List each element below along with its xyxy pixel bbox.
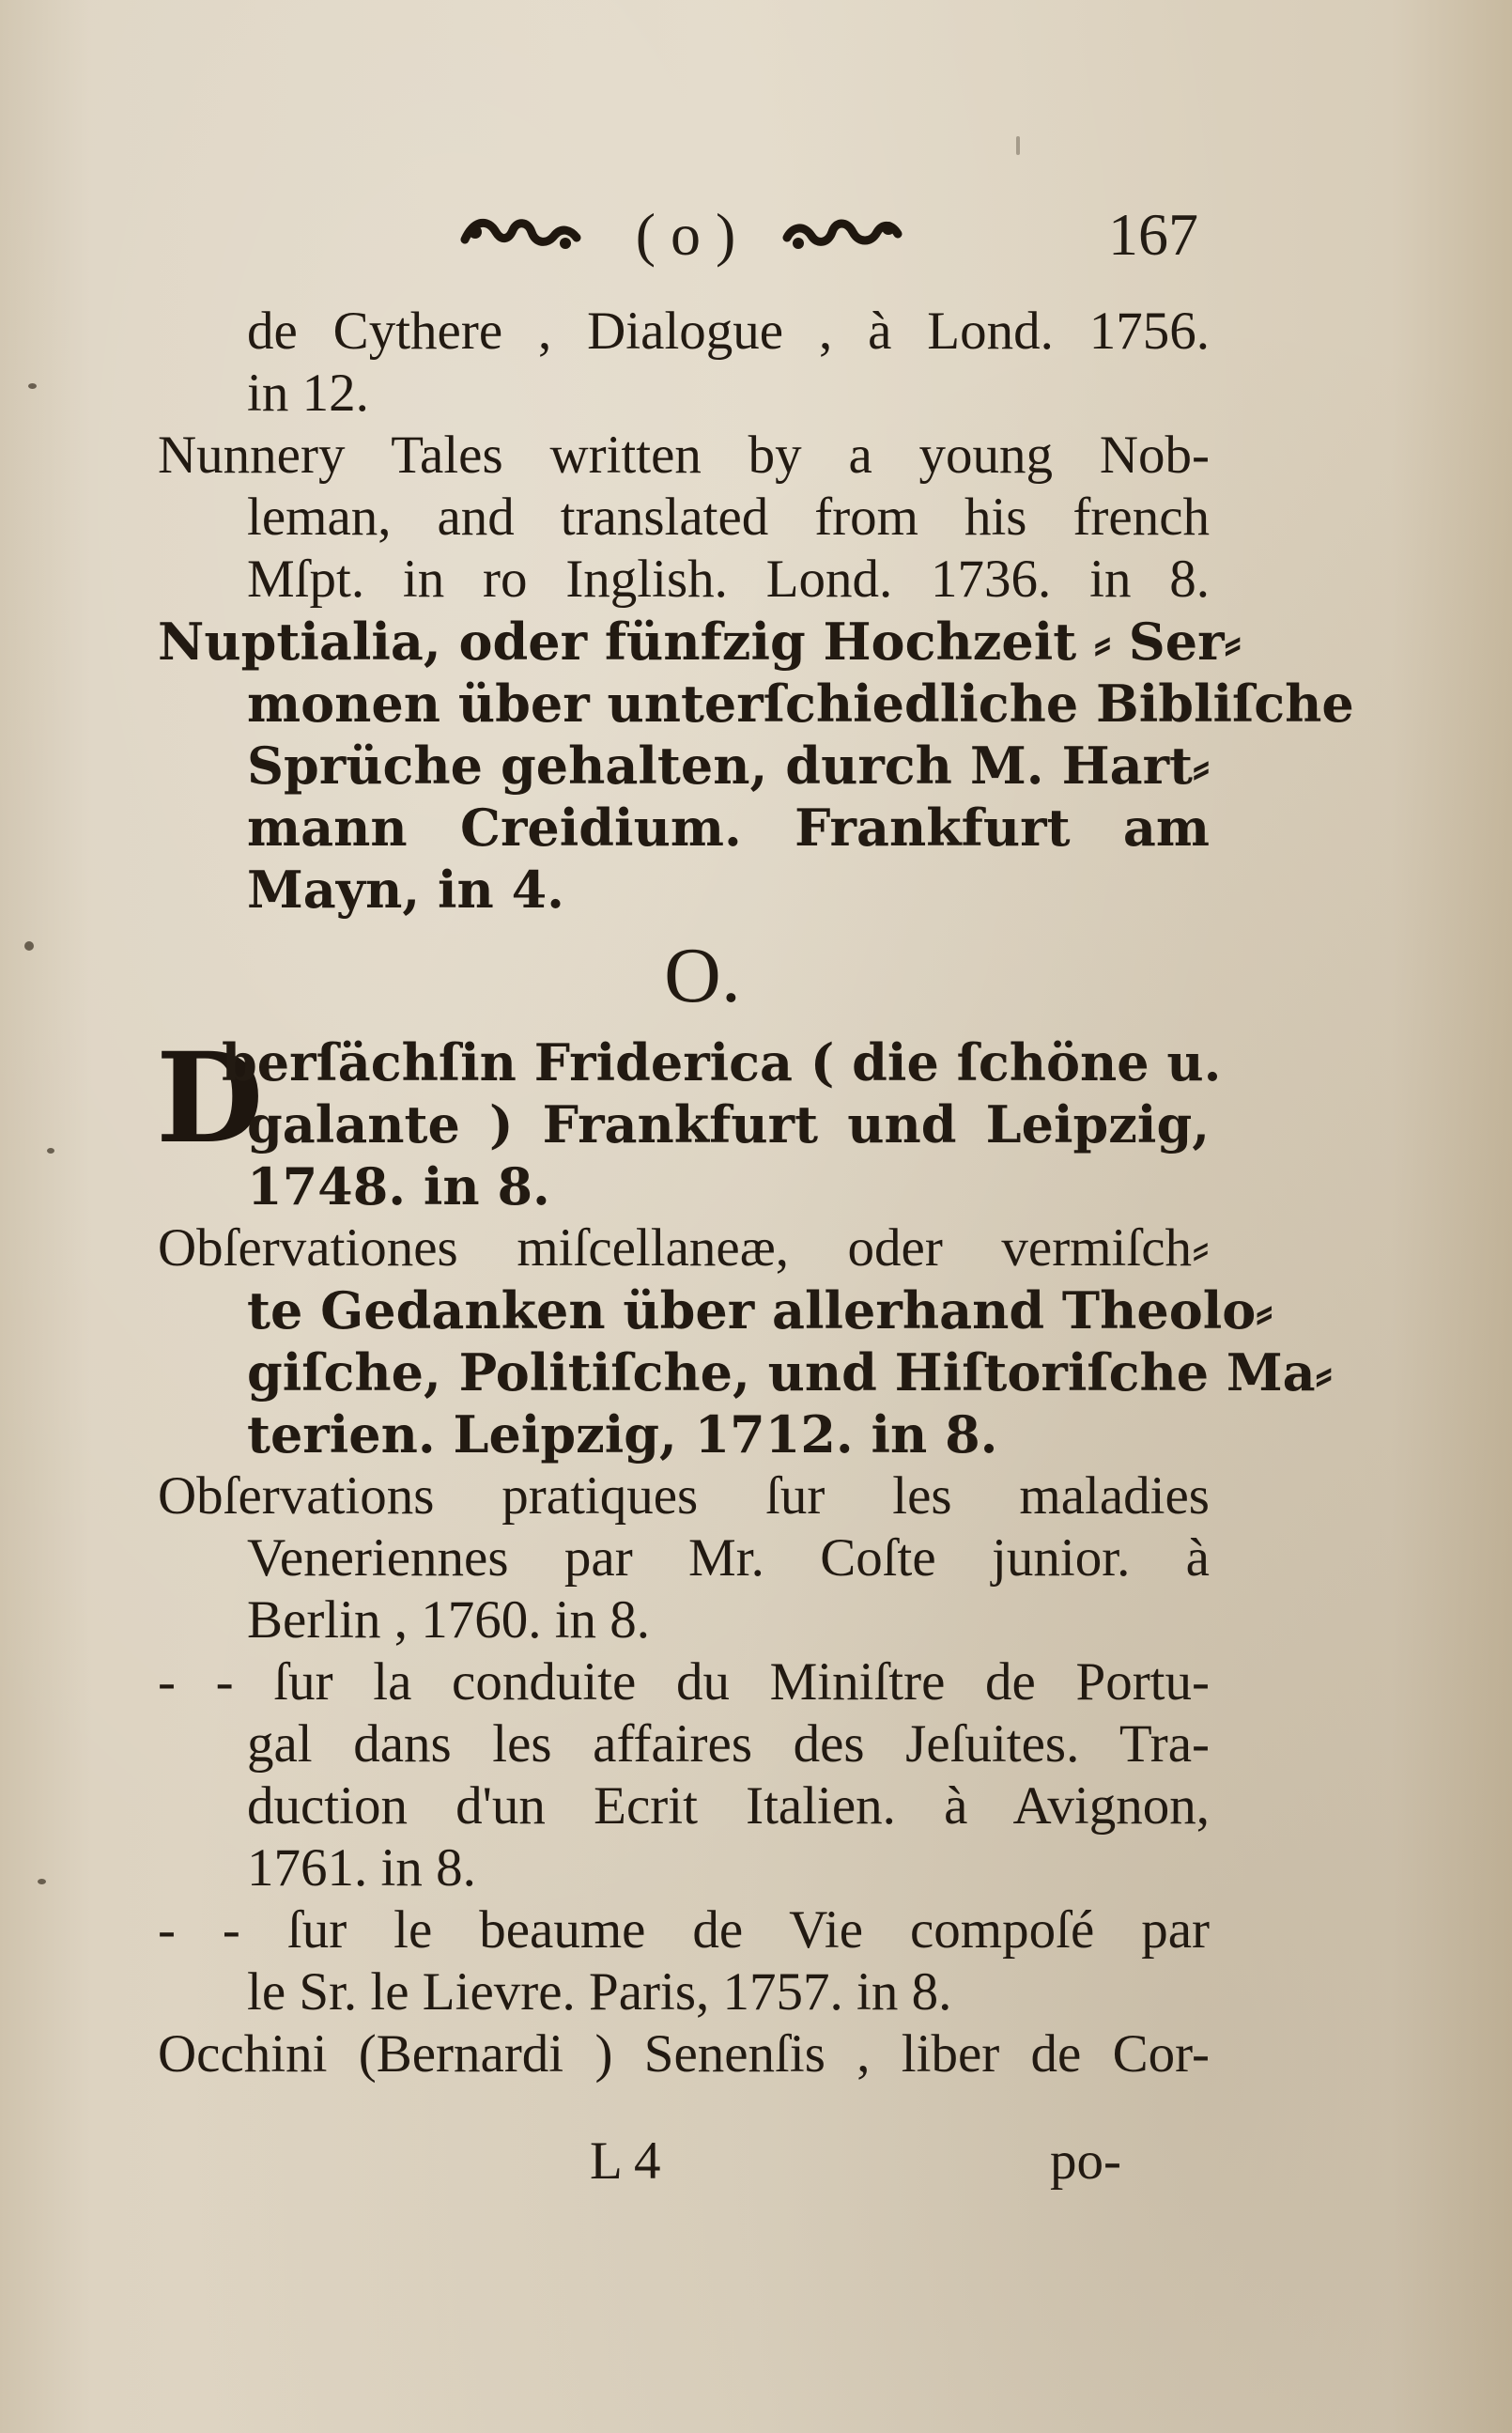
entry-line: terien. Leipzig, 1712. in 8.: [247, 1404, 998, 1464]
entry-line: giſche, Politiſche, und Hiſtoriſche Ma⸗: [247, 1342, 1333, 1402]
left-ornament-icon: [460, 211, 582, 258]
entry-line: Mſpt. in ro Inglish. Lond. 1736. in 8.: [247, 550, 1210, 609]
entry-line: duction d'un Ecrit Italien. à Avignon,: [247, 1776, 1210, 1836]
right-ornament-icon: [781, 211, 903, 258]
entry-line: Berlin , 1760. in 8.: [247, 1590, 651, 1650]
entry-line: Obſervationes miſcellaneæ, oder vermiſch⸗: [158, 1218, 1210, 1278]
entry-line: berſächſin Friderica ( die ſchöne u.: [222, 1032, 1222, 1093]
entry-line: Occhini (Bernardi ) Senenſis , liber de Cor-: [158, 2024, 1210, 2084]
ink-speck: [28, 383, 37, 389]
entry-line: mann Creidium. Frankfurt am: [247, 798, 1210, 858]
entry-line: in 12.: [247, 364, 369, 423]
ink-speck: [47, 1148, 54, 1154]
entry-line: te Gedanken über allerhand Theolo⸗: [247, 1280, 1273, 1340]
entry-line: gal dans les affaires des Jeſuites. Tra-: [247, 1714, 1210, 1774]
entry-line: galante ) Frankfurt und Leipzig,: [247, 1094, 1210, 1155]
signature-mark: L 4: [590, 2131, 661, 2191]
entry-line: Nuptialia, oder fünfzig Hochzeit ⸗ Ser⸗: [158, 612, 1242, 672]
entry-line: 1761. in 8.: [247, 1838, 476, 1898]
entry-line: Nunnery Tales written by a young Nob-: [158, 426, 1210, 485]
entry-line: Veneriennes par Mr. Coſte junior. à: [247, 1528, 1210, 1588]
ink-speck: [38, 1879, 46, 1884]
page-footer: [590, 2131, 1134, 2196]
catalog-entries: [156, 301, 1354, 2085]
entry-line: monen über unterſchiedliche Bibliſche: [247, 674, 1354, 734]
entry-line: de Cythere , Dialogue , à Lond. 1756.: [247, 302, 1210, 361]
entry-line: le Sr. le Lievre. Paris, 1757. in 8.: [247, 1962, 952, 2022]
ink-speck: [1016, 136, 1020, 155]
catchword: po-: [1050, 2131, 1121, 2191]
entry-line: - - ſur la conduite du Miniſtre de Portu-: [158, 1652, 1210, 1712]
entry-line: - - ſur le beaume de Vie compoſé par: [158, 1900, 1210, 1960]
running-head-center: ( o ): [635, 201, 736, 268]
entry-line: Obſervations pratiques ſur les maladies: [158, 1466, 1210, 1526]
drop-cap: D: [156, 1026, 264, 1171]
running-head: [460, 193, 1211, 277]
section-heading: O.: [664, 932, 741, 1019]
entry-line: 1748. in 8.: [247, 1156, 550, 1216]
entry-line: leman, and translated from his french: [247, 488, 1210, 547]
page-number: 167: [1108, 201, 1198, 268]
entry-line: Mayn, in 4.: [247, 860, 564, 920]
ink-speck: [24, 941, 34, 951]
entry-line: Sprüche gehalten, durch M. Hart⸗: [247, 736, 1210, 796]
